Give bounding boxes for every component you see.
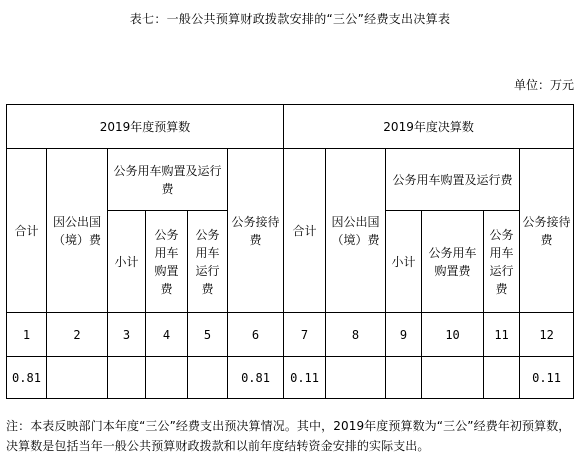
budget-operation-header: 公务用车运行费	[188, 211, 228, 313]
col-number: 7	[284, 313, 326, 357]
table-note: 注：本表反映部门本年度“三公”经费支出预决算情况。其中，2019年度预算数为“三公”经费年初预算数，决算数是包括当年一般公共预算财政拨款和以前年度结转资金安排的实际支出。	[6, 419, 571, 453]
col-number: 2	[47, 313, 108, 357]
budget-abroad-header: 因公出国（境）费	[47, 149, 108, 313]
col-number: 6	[228, 313, 284, 357]
actual-header-cell	[284, 105, 574, 149]
col-number: 8	[326, 313, 386, 357]
actual-purchase-header: 公务用车购置费	[422, 211, 484, 313]
budget-header-cell	[7, 105, 284, 149]
budget-subtotal-header: 小计	[108, 211, 146, 313]
value-cell	[484, 357, 520, 399]
col-number: 3	[108, 313, 146, 357]
value-cell: 0.81	[228, 357, 284, 399]
col-number: 5	[188, 313, 228, 357]
value-cell	[146, 357, 188, 399]
budget-purchase-header: 公务用车购置费	[146, 211, 188, 313]
actual-reception-header: 公务接待费	[520, 149, 574, 313]
budget-vehicle-group-header: 公务用车购置及运行费	[108, 149, 228, 211]
value-cell: 0.11	[520, 357, 574, 399]
unit-label: 单位：万元	[513, 78, 574, 92]
actual-total-header: 合计	[284, 149, 326, 313]
value-cell	[188, 357, 228, 399]
col-number: 12	[520, 313, 574, 357]
value-cell	[47, 357, 108, 399]
actual-header: 2019年度决算数	[383, 119, 474, 134]
budget-header: 2019年度预算数	[99, 119, 191, 134]
col-number: 9	[386, 313, 422, 357]
value-cell	[386, 357, 422, 399]
actual-subtotal-header: 小计	[386, 211, 422, 313]
budget-total-header: 合计	[7, 149, 47, 313]
value-cell: 0.11	[284, 357, 326, 399]
value-row	[7, 357, 574, 399]
actual-operation-header: 公务用车运行费	[484, 211, 520, 313]
value-cell	[422, 357, 484, 399]
col-number: 4	[146, 313, 188, 357]
three-public-expense-table	[6, 104, 574, 399]
budget-reception-header: 公务接待费	[228, 149, 284, 313]
value-cell	[326, 357, 386, 399]
col-number: 10	[422, 313, 484, 357]
value-cell	[108, 357, 146, 399]
value-cell: 0.81	[7, 357, 47, 399]
actual-abroad-header: 因公出国（境）费	[326, 149, 386, 313]
actual-vehicle-group-header: 公务用车购置及运行费	[386, 149, 520, 211]
page-title: 表七：一般公共预算财政拨款安排的“三公”经费支出决算表	[129, 12, 451, 26]
col-number: 11	[484, 313, 520, 357]
col-number: 1	[7, 313, 47, 357]
column-number-row	[7, 313, 574, 357]
